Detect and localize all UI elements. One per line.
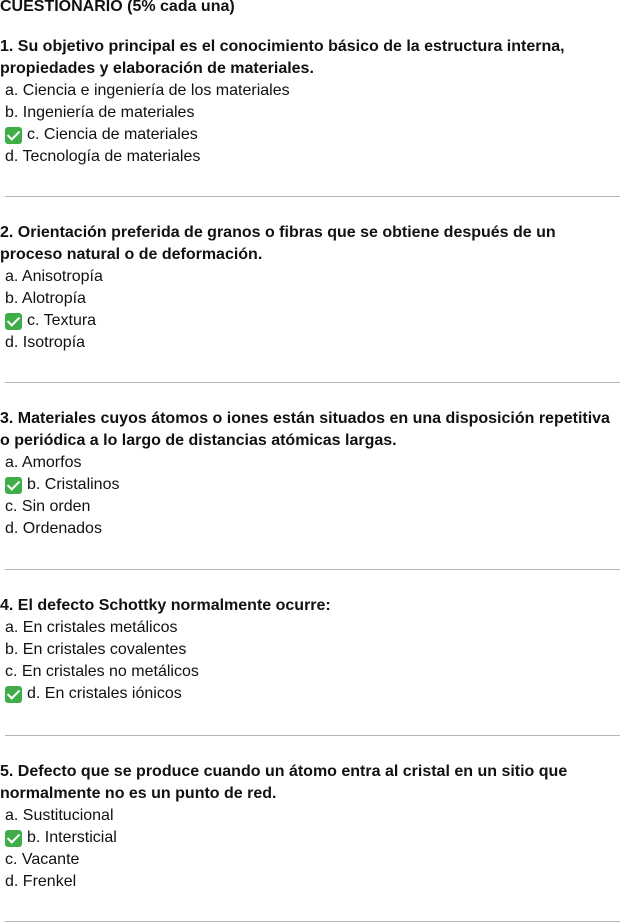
option-d: d. Ordenados xyxy=(5,520,102,537)
divider xyxy=(5,921,620,922)
option-b-correct: b. Intersticial xyxy=(0,827,620,849)
option-d: d. Frenkel xyxy=(5,873,77,890)
option-b: b. En cristales covalentes xyxy=(5,641,187,658)
divider xyxy=(5,569,620,570)
option-b: b. Alotropía xyxy=(5,290,86,307)
option-a: a. En cristales metálicos xyxy=(5,619,178,636)
option-a: a. Anisotropía xyxy=(5,268,103,285)
option-c-correct: c. Ciencia de materiales xyxy=(0,124,620,146)
divider xyxy=(5,382,620,383)
question-1 xyxy=(0,36,620,168)
question-text: 3. Materiales cuyos átomos o iones están situados en una disposición repetitiva o periódica a lo largo de distancias atómicas largas. xyxy=(0,410,610,449)
divider xyxy=(5,196,620,197)
question-4 xyxy=(0,595,620,705)
option-c: c. En cristales no metálicos xyxy=(5,663,199,680)
question-5 xyxy=(0,761,620,893)
option-c: c. Vacante xyxy=(5,851,80,868)
check-mark-icon xyxy=(5,477,22,494)
check-mark-icon xyxy=(5,127,22,144)
option-d: d. Isotropía xyxy=(5,334,86,351)
check-mark-icon xyxy=(5,686,22,703)
option-c: c. Sin orden xyxy=(5,498,91,515)
option-d: d. Tecnología de materiales xyxy=(5,148,201,165)
option-a: a. Ciencia e ingeniería de los materiales xyxy=(5,82,290,99)
check-mark-icon xyxy=(5,313,22,330)
question-3 xyxy=(0,408,620,540)
option-d-correct: d. En cristales iónicos xyxy=(0,683,620,705)
question-text: 1. Su objetivo principal es el conocimiento básico de la estructura interna, propiedades y elaboración de materiales. xyxy=(0,38,565,77)
divider xyxy=(5,735,620,736)
option-b-correct: b. Cristalinos xyxy=(0,474,620,496)
question-2 xyxy=(0,222,620,354)
option-a: a. Sustitucional xyxy=(5,807,114,824)
question-text: 2. Orientación preferida de granos o fibras que se obtiene después de un proceso natural o de deformación. xyxy=(0,224,556,263)
option-a: a. Amorfos xyxy=(5,454,82,471)
option-c-correct: c. Textura xyxy=(0,310,620,332)
quiz-title: CUESTIONARIO (5% cada una) xyxy=(0,0,235,15)
option-b: b. Ingeniería de materiales xyxy=(5,104,195,121)
question-text: 4. El defecto Schottky normalmente ocurre: xyxy=(0,597,331,614)
question-text: 5. Defecto que se produce cuando un átomo entra al cristal en un sitio que normalmente no es un punto de red. xyxy=(0,763,568,802)
check-mark-icon xyxy=(5,830,22,847)
